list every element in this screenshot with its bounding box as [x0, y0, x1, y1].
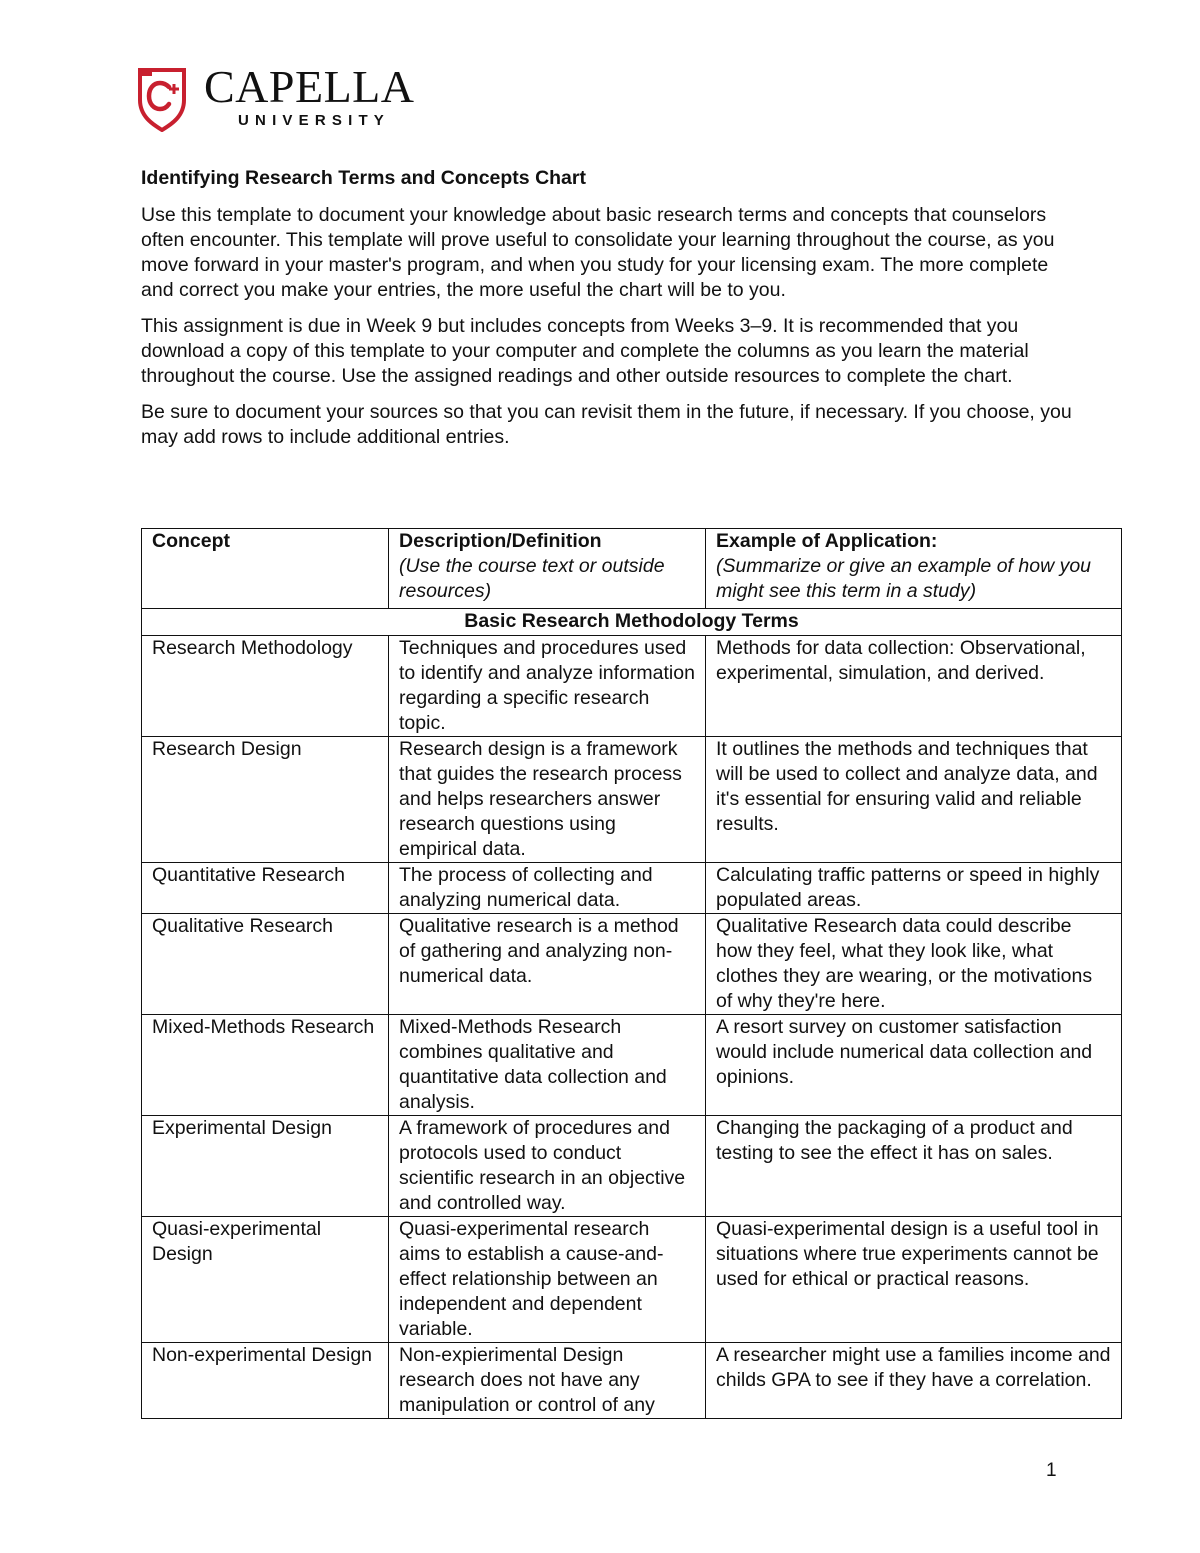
section-title: Basic Research Methodology Terms — [142, 609, 1122, 636]
description-cell: A framework of procedures and protocols used to conduct scientific research in an objective and controlled way. — [389, 1116, 706, 1217]
description-cell: Quasi-experimental research aims to establish a cause-and-effect relationship between an independent and dependent variable. — [389, 1217, 706, 1343]
table-row — [142, 863, 1122, 914]
research-terms-table — [141, 528, 1122, 1419]
table-row — [142, 737, 1122, 863]
description-cell: The process of collecting and analyzing numerical data. — [389, 863, 706, 914]
table-row — [142, 1217, 1122, 1343]
example-cell: Changing the packaging of a product and testing to see the effect it has on sales. — [706, 1116, 1122, 1217]
example-cell: It outlines the methods and techniques that will be used to collect and analyze data, and it's essential for ensuring valid and reliable results. — [706, 737, 1122, 863]
header-concept — [142, 529, 389, 609]
header-example — [706, 529, 1122, 609]
concept-cell: Mixed-Methods Research — [142, 1015, 389, 1116]
intro-section — [141, 166, 1081, 461]
concept-cell: Research Design — [142, 737, 389, 863]
header-example-label: Example of Application: — [716, 530, 938, 552]
concept-cell: Non-experimental Design — [142, 1343, 389, 1419]
table-row — [142, 1015, 1122, 1116]
concept-cell: Qualitative Research — [142, 914, 389, 1015]
concept-cell: Quantitative Research — [142, 863, 389, 914]
example-cell: A researcher might use a families income and childs GPA to see if they have a correlation. — [706, 1343, 1122, 1419]
concept-cell: Experimental Design — [142, 1116, 389, 1217]
intro-paragraph: This assignment is due in Week 9 but includes concepts from Weeks 3–9. It is recommended that you download a copy of this template to your computer and complete the columns as you learn the material throughout the course. Use the assigned readings and other outside resources to complete the chart. — [141, 315, 1029, 387]
description-cell: Techniques and procedures used to identify and analyze information regarding a specific research topic. — [389, 636, 706, 737]
header-example-note: (Summarize or give an example of how you might see this term in a study) — [716, 555, 1092, 602]
table-row — [142, 914, 1122, 1015]
shield-logo-icon — [138, 66, 186, 132]
header-description — [389, 529, 706, 609]
description-cell: Qualitative research is a method of gathering and analyzing non-numerical data. — [389, 914, 706, 1015]
description-cell: Non-expierimental Design research does not have any manipulation or control of any — [389, 1343, 706, 1419]
table-row — [142, 636, 1122, 737]
concept-cell: Quasi-experimental Design — [142, 1217, 389, 1343]
concept-cell: Research Methodology — [142, 636, 389, 737]
description-cell: Research design is a framework that guides the research process and helps researchers answer research questions using empirical data. — [389, 737, 706, 863]
example-cell: Quasi-experimental design is a useful tool in situations where true experiments cannot be used for ethical or practical reasons. — [706, 1217, 1122, 1343]
example-cell: A resort survey on customer satisfaction would include numerical data collection and opinions. — [706, 1015, 1122, 1116]
section-row — [142, 609, 1122, 636]
table-header-row — [142, 529, 1122, 609]
header-description-label: Description/Definition — [399, 530, 602, 552]
logo-subtitle: UNIVERSITY — [238, 112, 391, 129]
example-cell: Qualitative Research data could describe how they feel, what they look like, what clothes they are wearing, or the motivations of why they're here. — [706, 914, 1122, 1015]
example-cell: Calculating traffic patterns or speed in highly populated areas. — [706, 863, 1122, 914]
intro-paragraph: Be sure to document your sources so that you can revisit them in the future, if necessary. If you choose, you may add rows to include additional entries. — [141, 401, 1072, 448]
header-description-note: (Use the course text or outside resources) — [399, 555, 665, 602]
table-row — [142, 1343, 1122, 1419]
example-cell: Methods for data collection: Observational, experimental, simulation, and derived. — [706, 636, 1122, 737]
header-concept-label: Concept — [152, 530, 230, 552]
intro-paragraph: Use this template to document your knowledge about basic research terms and concepts that counselors often encounter. This template will prove useful to consolidate your learning throughout the course, as you move forward in your master's program, and when you study for your licensing exam. The more complete and correct you make your entries, the more useful the chart will be to you. — [141, 204, 1055, 301]
logo-wordmark: CAPELLA — [204, 61, 415, 112]
document-title: Identifying Research Terms and Concepts Chart — [141, 167, 586, 189]
description-cell: Mixed-Methods Research combines qualitative and quantitative data collection and analysis. — [389, 1015, 706, 1116]
table-row — [142, 1116, 1122, 1217]
capella-logo — [138, 61, 438, 136]
page-number: 1 — [1046, 1460, 1057, 1481]
